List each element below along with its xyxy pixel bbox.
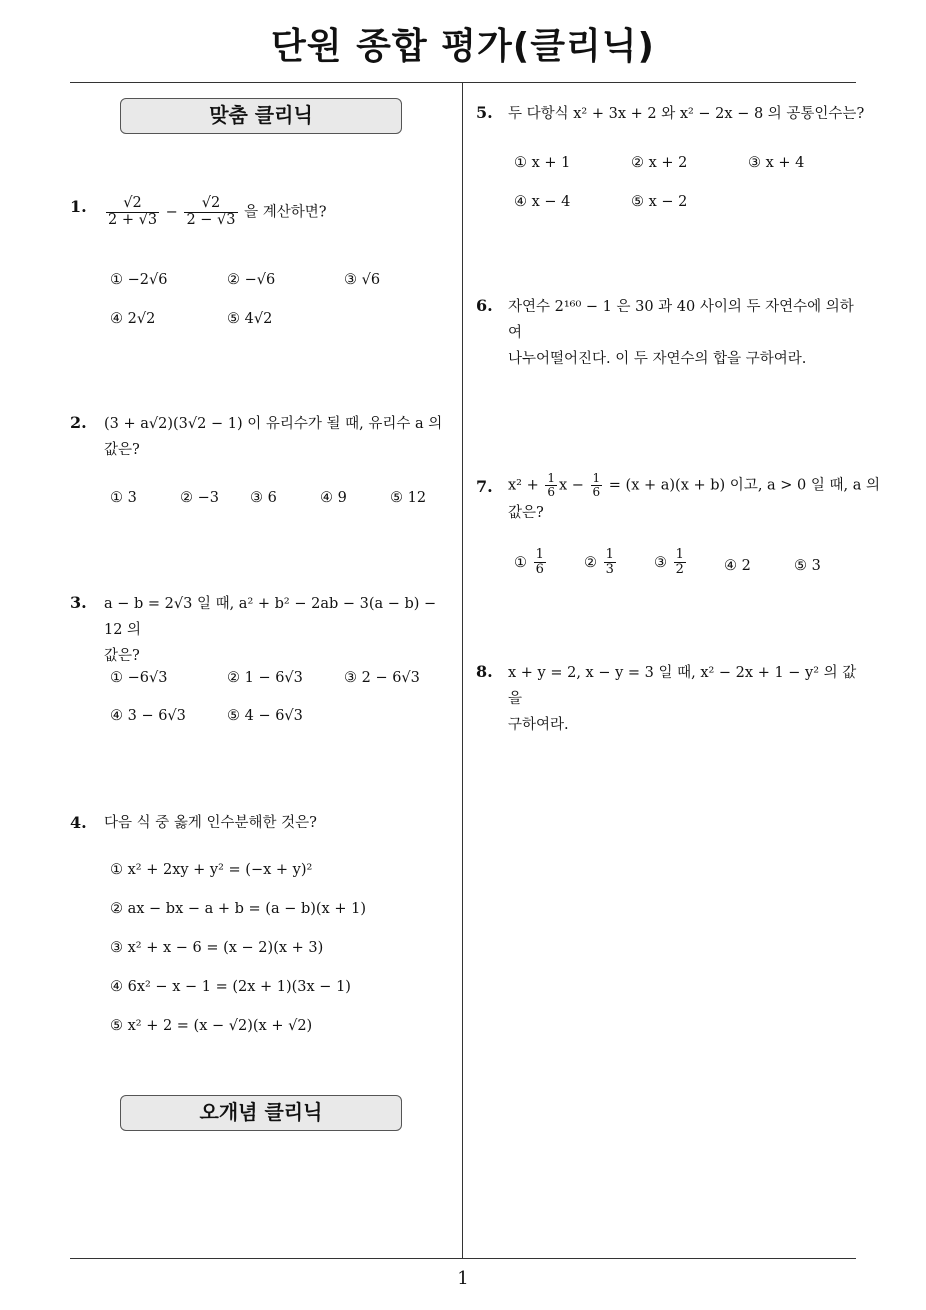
q7-option-2[interactable]: ② $\frac{1}{3}$ [584,547,614,578]
q5-option-4[interactable]: ④ x − 4 [514,194,571,210]
q1-option-1[interactable]: ① −2√6 [110,272,168,288]
question-5-text: 두 다항식 x² + 3x + 2 와 x² − 2x − 8 의 공통인수는? [508,106,865,122]
q5-option-1[interactable]: ① x + 1 [514,155,571,171]
q3-option-4[interactable]: ④ 3 − 6√3 [110,708,186,724]
question-8-number: 8. [476,662,493,681]
q4-option-5[interactable]: ⑤ x² + 2 = (x − √2)(x + √2) [110,1018,313,1034]
bottom-rule [70,1258,856,1259]
q5-option-2[interactable]: ② x + 2 [631,155,688,171]
question-6-number: 6. [476,296,493,315]
page-title: 단원 종합 평가(클리닉) [271,26,655,67]
q5-option-5[interactable]: ⑤ x − 2 [631,194,688,210]
q1-option-3[interactable]: ③ √6 [344,272,381,288]
q7-option-1[interactable]: ① $\frac{1}{6}$ [514,547,544,578]
q4-option-4[interactable]: ④ 6x² − x − 1 = (2x + 1)(3x − 1) [110,979,351,995]
top-rule [70,82,856,83]
section-misconception-clinic: 오개념 클리닉 [120,1095,402,1131]
q4-option-3[interactable]: ③ x² + x − 6 = (x − 2)(x + 3) [110,940,324,956]
question-4-text: 다음 식 중 옳게 인수분해한 것은? [104,815,317,831]
q3-option-5[interactable]: ⑤ 4 − 6√3 [227,708,303,724]
q1-option-4[interactable]: ④ 2√2 [110,311,156,327]
q7-option-4[interactable]: ④ 2 [724,558,751,574]
q1-option-2[interactable]: ② −√6 [227,272,276,288]
q1-fraction-1: $\frac{√2}{2 + √3}$ [108,195,158,228]
q7-fraction-a: $\frac{1}{6}$ [547,471,555,500]
q3-option-3[interactable]: ③ 2 − 6√3 [344,670,420,686]
question-7-number: 7. [476,477,493,496]
q5-option-3[interactable]: ③ x + 4 [748,155,805,171]
question-3-text: a − b = 2√3 일 때, a² + b² − 2ab − 3(a − b) − 12 의 값은? [104,596,437,664]
q1-fraction-2: $\frac{√2}{2 - √3}$ [186,195,236,228]
q3-option-1[interactable]: ① −6√3 [110,670,168,686]
question-2-text: (3 + a√2)(3√2 − 1) 이 유리수가 될 때, 유리수 a 의 값은? [104,416,443,458]
q2-option-1[interactable]: ① 3 [110,490,137,506]
question-7-text: x² + $\frac{1}{6}$ x − $\frac{1}{6}$ = (x + a)(x + b) 이고, a > 0 일 때, a 의 값은? [508,471,880,522]
question-5-number: 5. [476,103,493,122]
q7-option-3[interactable]: ③ $\frac{1}{2}$ [654,547,684,578]
q2-option-2[interactable]: ② −3 [180,490,219,506]
question-3-number: 3. [70,593,87,612]
q4-option-2[interactable]: ② ax − bx − a + b = (a − b)(x + 1) [110,901,366,917]
question-6-text: 자연수 2¹⁶⁰ − 1 은 30 과 40 사이의 두 자연수에 의하여 나누어떨어진다. 이 두 자연수의 합을 구하여라. [508,299,854,367]
q3-option-2[interactable]: ② 1 − 6√3 [227,670,303,686]
q4-option-1[interactable]: ① x² + 2xy + y² = (−x + y)² [110,862,313,878]
question-4-number: 4. [70,813,87,832]
question-2-number: 2. [70,413,87,432]
column-divider [462,83,463,1258]
q2-option-5[interactable]: ⑤ 12 [390,490,427,506]
q7-option-5[interactable]: ⑤ 3 [794,558,821,574]
q2-option-4[interactable]: ④ 9 [320,490,347,506]
section-match-clinic: 맞춤 클리닉 [120,98,402,134]
page-number: 1 [457,1268,469,1289]
q7-fraction-b: $\frac{1}{6}$ [592,471,601,500]
question-8-text: x + y = 2, x − y = 3 일 때, x² − 2x + 1 − y² 의 값을 구하여라. [508,665,857,733]
q2-option-3[interactable]: ③ 6 [250,490,277,506]
question-1-text: $\frac{√2}{2 + √3}$ − $\frac{√2}{2 - √3}$ 을 계산하면? [108,195,327,228]
q1-option-5[interactable]: ⑤ 4√2 [227,311,273,327]
question-1-number: 1. [70,197,87,216]
